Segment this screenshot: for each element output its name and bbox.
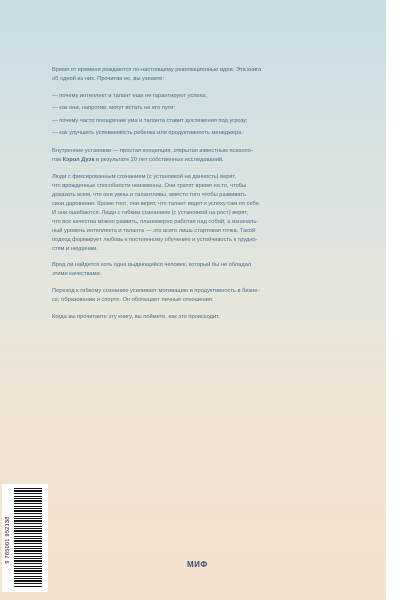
isbn-number: 9 785001 952138 bbox=[5, 516, 11, 564]
transition-line: се, образовании и спорте. Он обогащает личные отношения. bbox=[52, 297, 214, 304]
concept-suffix: в результате 20 лет собственных исследований. bbox=[94, 157, 224, 164]
bullet-item: — почему часто поощрение ума и таланта ставит достижения под угрозу; bbox=[52, 117, 248, 124]
cover-text bbox=[52, 66, 348, 322]
author-name: Кэрол Дуэк bbox=[62, 157, 95, 164]
concept-prefix: гом bbox=[52, 157, 63, 164]
rare-line: Вряд ли найдется хоть одна выдающийся человек, который бы не обладал bbox=[52, 262, 252, 269]
fixed-mindset-line: Люди с фиксированным сознанием (с установкой на данность) верят, bbox=[52, 174, 236, 181]
closing-line: Когда вы прочитаете эту книгу, вы поймете, как это происходит. bbox=[52, 314, 220, 321]
fixed-mindset-line: стям и неудачам. bbox=[52, 245, 98, 252]
bullet-item: — как они, напротив, могут встать на его пути; bbox=[52, 105, 176, 112]
fixed-mindset-line: И они ошибаются. Люди с гибким сознанием (с установкой на рост) верят, bbox=[52, 209, 249, 216]
fixed-mindset-line: доказать всем, что они умны и талантливы, вместо того чтобы развивать bbox=[52, 192, 246, 199]
fixed-mindset-line: что врожденные способности неизменны. Они тратят время на то, чтобы bbox=[52, 183, 247, 190]
fixed-mindset-line: что все качества можно развить, планомерно работая над собой, а изначаль- bbox=[52, 218, 259, 225]
fixed-mindset-line: свои дарования. Кроме того, они верят, что талант ведет к успеху сам по себе. bbox=[52, 200, 261, 207]
intro-line: Время от времени рождаются по-настоящему революционные идеи. Эта книга bbox=[52, 67, 262, 73]
fixed-mindset-line: подход формирует любовь к постоянному обучению и устойчивость к трудно- bbox=[52, 236, 258, 243]
transition-line: Переход к гибкому сознанию усиливает мотивацию и продуктивность в бизне- bbox=[52, 288, 260, 295]
bullet-item: — почему интеллект и талант еще не гарантируют успеха; bbox=[52, 92, 207, 99]
concept-line bbox=[52, 156, 348, 165]
bullet-item: — как улучшить успеваемость ребенка или продуктивность менеджера. bbox=[52, 130, 243, 137]
fixed-mindset-line: ный уровень интеллекта и таланта — это всего лишь стартовая точка. Такой bbox=[52, 227, 256, 234]
page-edge bbox=[386, 0, 400, 600]
publisher-logo: МИФ bbox=[187, 560, 208, 569]
isbn-barcode bbox=[2, 484, 48, 592]
rare-line: этими качествами. bbox=[52, 271, 102, 278]
concept-line: Внутренние установки — простая концепция, открытая известным психоло- bbox=[52, 148, 253, 155]
intro-line: об одной из них. Прочитав ее, вы узнаете: bbox=[52, 75, 165, 82]
barcode-bars bbox=[14, 488, 42, 588]
